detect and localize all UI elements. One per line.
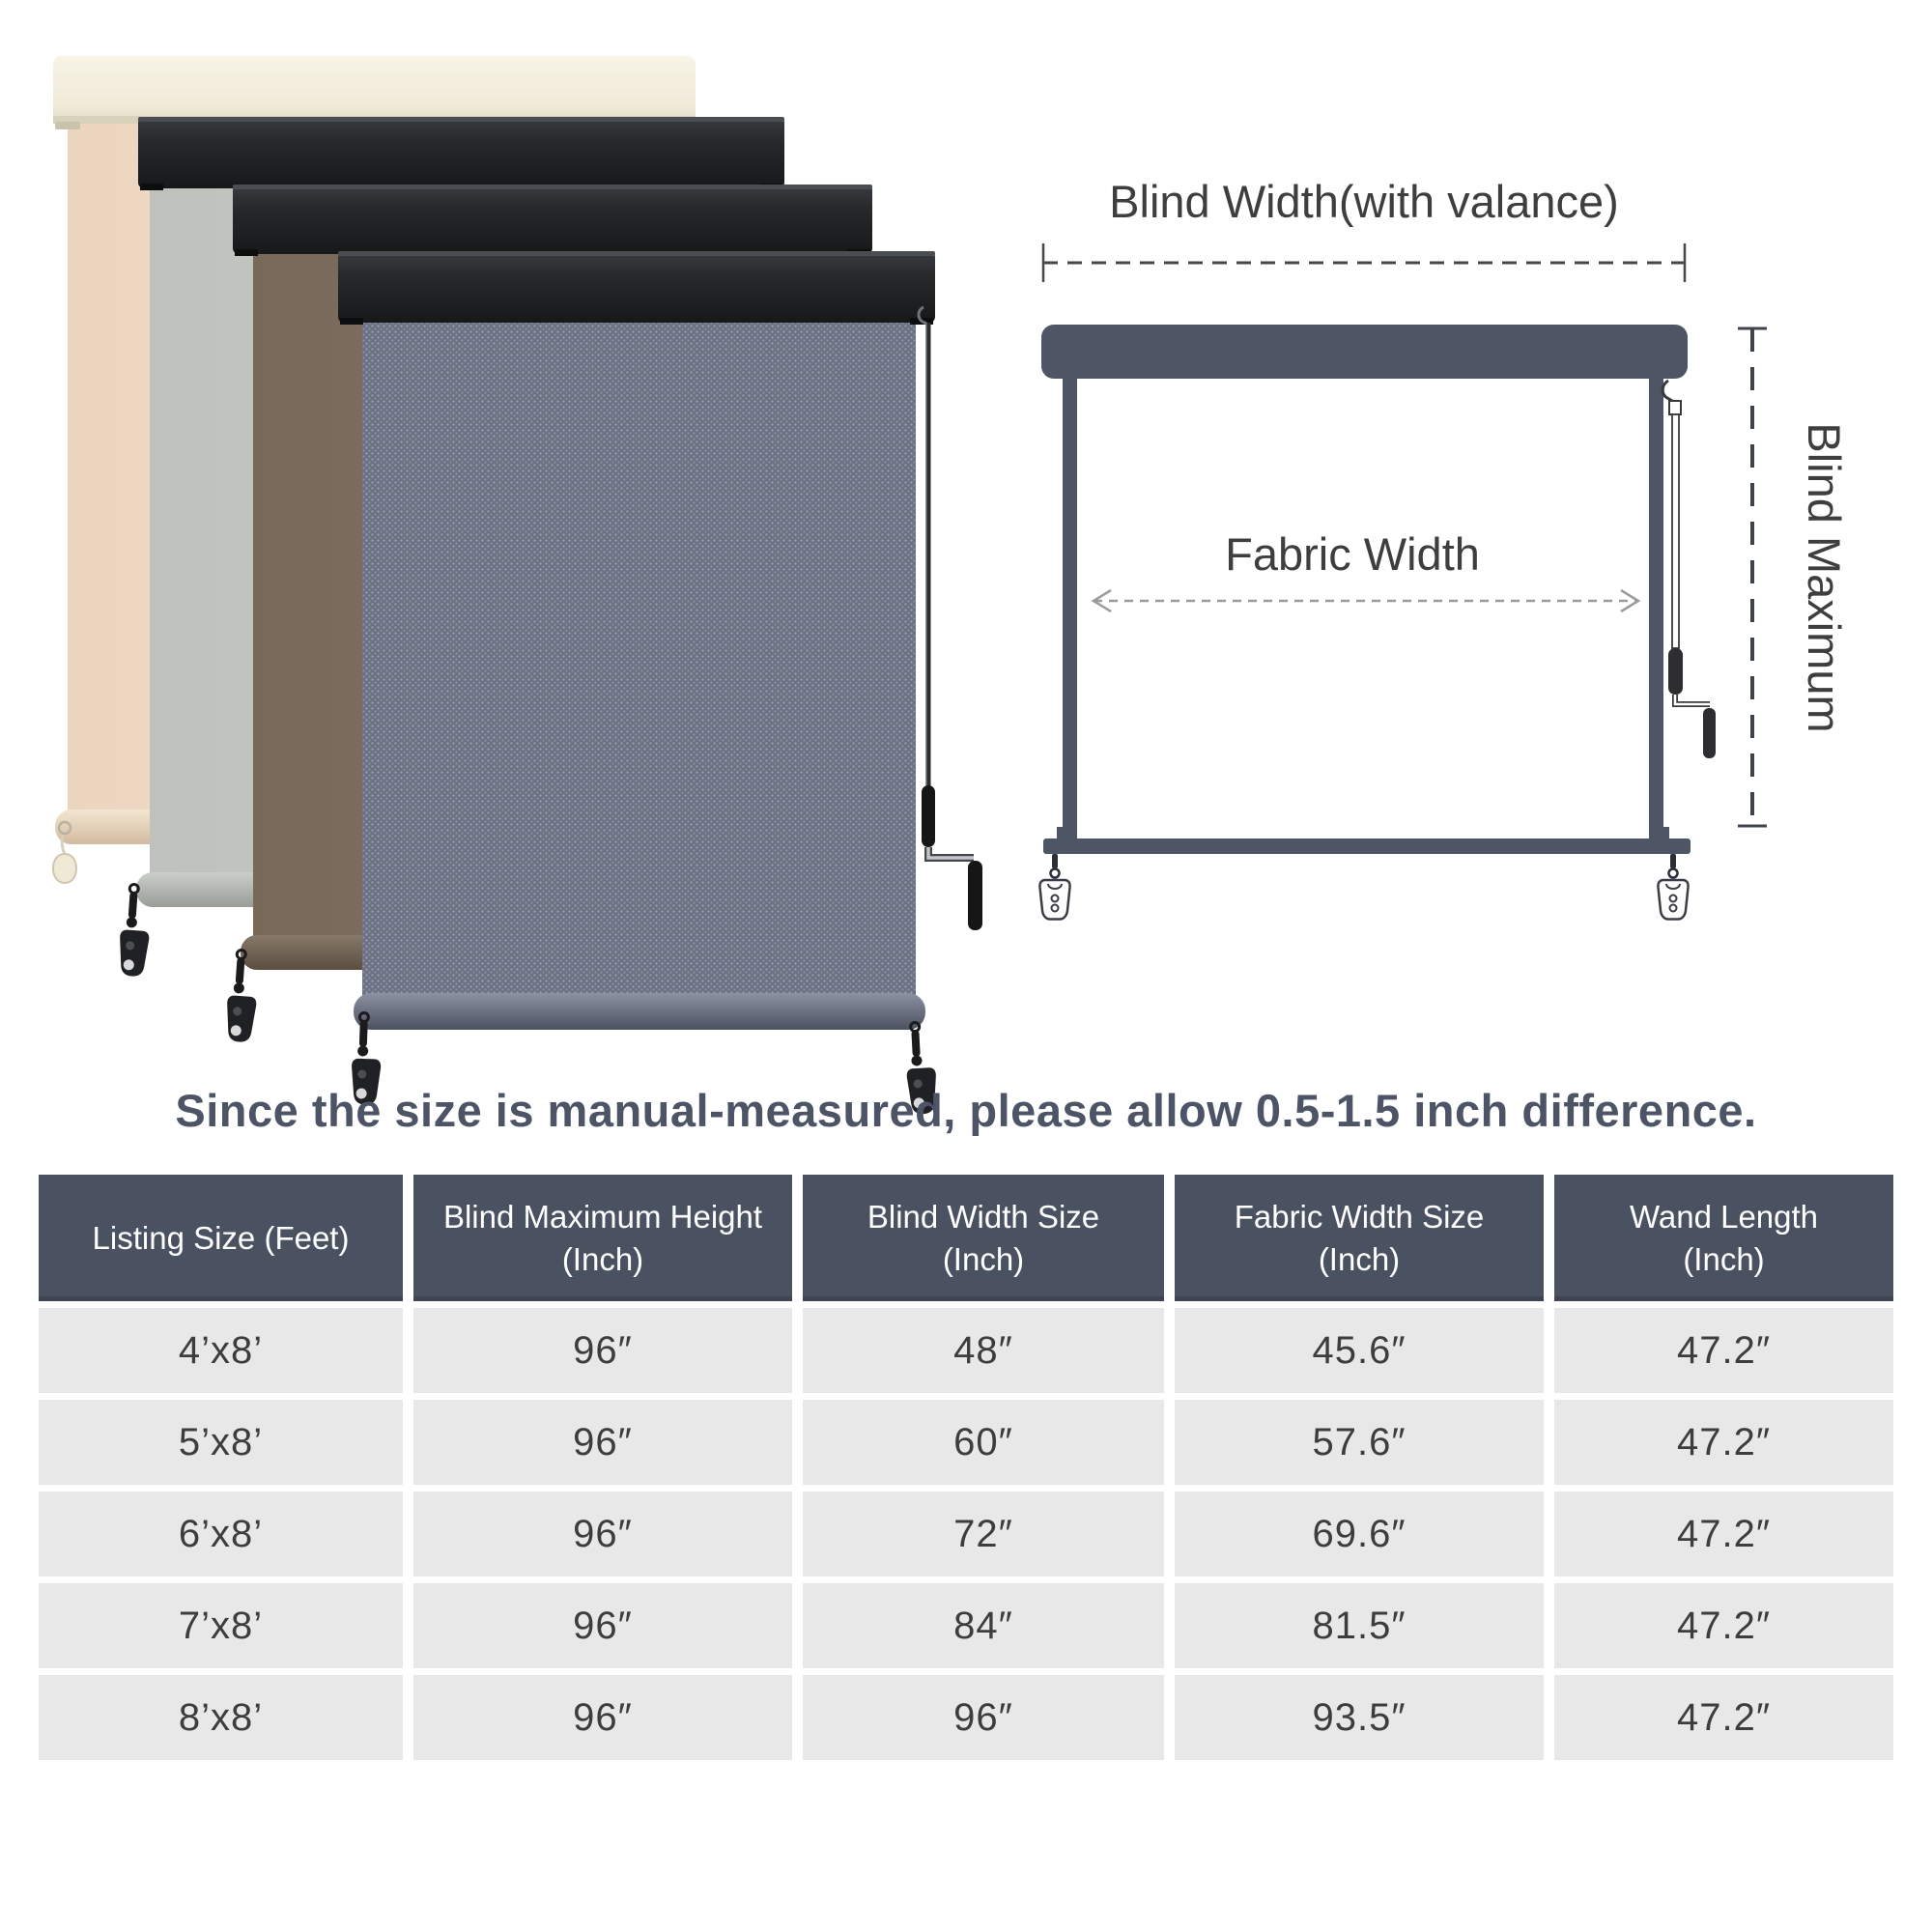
column-header bbox=[803, 1175, 1164, 1301]
fabric-panel bbox=[362, 290, 916, 1028]
table-cell: 8’x8’ bbox=[39, 1675, 403, 1760]
header-line: (Inch) bbox=[1683, 1240, 1765, 1277]
diagram-crank-handle bbox=[1662, 381, 1716, 758]
table-cell: 96″ bbox=[803, 1675, 1164, 1760]
table-cell: 47.2″ bbox=[1554, 1583, 1893, 1668]
column-header bbox=[39, 1175, 403, 1301]
column-header bbox=[1175, 1175, 1544, 1301]
diagram-foot-clamp bbox=[1658, 854, 1688, 920]
table-cell: 96″ bbox=[413, 1308, 792, 1393]
table-cell: 72″ bbox=[803, 1492, 1164, 1577]
table-cell: 47.2″ bbox=[1554, 1675, 1893, 1760]
product-photo bbox=[53, 56, 982, 1115]
table-cell: 48″ bbox=[803, 1308, 1164, 1393]
valance-end-cap bbox=[235, 249, 258, 256]
header-line: (Inch) bbox=[561, 1240, 644, 1277]
bottom-roll bbox=[354, 993, 925, 1030]
table-cell: 60″ bbox=[803, 1400, 1164, 1485]
valance-highlight bbox=[338, 251, 935, 256]
header-line: (Inch) bbox=[942, 1240, 1025, 1277]
valance bbox=[233, 185, 872, 254]
header-line: Blind Maximum Height bbox=[442, 1198, 763, 1235]
column-header bbox=[1554, 1175, 1893, 1301]
notice-text: Since the size is manual-measured, please allow 0.5-1.5 inch difference. bbox=[175, 1085, 1757, 1136]
header-line: Fabric Width Size bbox=[1234, 1198, 1485, 1235]
header-line: Listing Size (Feet) bbox=[92, 1219, 350, 1256]
header-line: Blind Width Size bbox=[867, 1198, 1100, 1235]
table-cell: 57.6″ bbox=[1175, 1400, 1544, 1485]
table-cell: 7’x8’ bbox=[39, 1583, 403, 1668]
table-cell: 81.5″ bbox=[1175, 1583, 1544, 1668]
blind-dark-gray bbox=[338, 251, 982, 1115]
fabric-width-label: Fabric Width bbox=[1225, 528, 1480, 580]
blind-maximum-label: Blind Maximum bbox=[1799, 422, 1850, 733]
table-cell: 84″ bbox=[803, 1583, 1164, 1668]
blind-width-label: Blind Width(with valance) bbox=[1109, 176, 1619, 227]
valance-end-cap bbox=[140, 184, 163, 190]
table-cell: 96″ bbox=[413, 1675, 792, 1760]
table-cell: 96″ bbox=[413, 1492, 792, 1577]
table-cell: 96″ bbox=[413, 1400, 792, 1485]
table-cell: 96″ bbox=[413, 1583, 792, 1668]
measurement-diagram bbox=[1039, 176, 1850, 920]
teardrop-pull bbox=[53, 854, 76, 883]
fabric-width-arrow bbox=[1094, 590, 1638, 611]
table-cell: 69.6″ bbox=[1175, 1492, 1544, 1577]
table-cell: 47.2″ bbox=[1554, 1308, 1893, 1393]
diagram-foot-clamp bbox=[1039, 854, 1069, 920]
header-line: Wand Length bbox=[1629, 1198, 1819, 1235]
table-cell: 4’x8’ bbox=[39, 1308, 403, 1393]
valance bbox=[338, 251, 935, 323]
valance-highlight bbox=[233, 185, 872, 189]
header-line: (Inch) bbox=[1318, 1240, 1401, 1277]
valance-end-cap bbox=[340, 318, 363, 325]
valance bbox=[138, 117, 784, 188]
table-cell: 6’x8’ bbox=[39, 1492, 403, 1577]
diagram-valance bbox=[1041, 325, 1688, 379]
size-table bbox=[39, 1175, 1893, 1760]
column-header bbox=[413, 1175, 792, 1301]
blind-width-dimension-line bbox=[1043, 243, 1685, 282]
table-cell: 93.5″ bbox=[1175, 1675, 1544, 1760]
diagram-bottom-bar bbox=[1043, 838, 1690, 854]
diagram-right-rail bbox=[1649, 377, 1663, 842]
valance-highlight bbox=[138, 117, 784, 122]
diagram-corner bbox=[1057, 827, 1077, 840]
table-cell: 45.6″ bbox=[1175, 1308, 1544, 1393]
blind-maximum-dimension-line bbox=[1738, 328, 1767, 826]
table-cell: 5’x8’ bbox=[39, 1400, 403, 1485]
valance bbox=[53, 56, 696, 124]
crank-handle bbox=[919, 307, 982, 930]
valance-end-cap bbox=[55, 122, 80, 129]
diagram-corner bbox=[1649, 827, 1669, 840]
table-cell: 47.2″ bbox=[1554, 1492, 1893, 1577]
diagram-left-rail bbox=[1063, 377, 1077, 842]
table-cell: 47.2″ bbox=[1554, 1400, 1893, 1485]
